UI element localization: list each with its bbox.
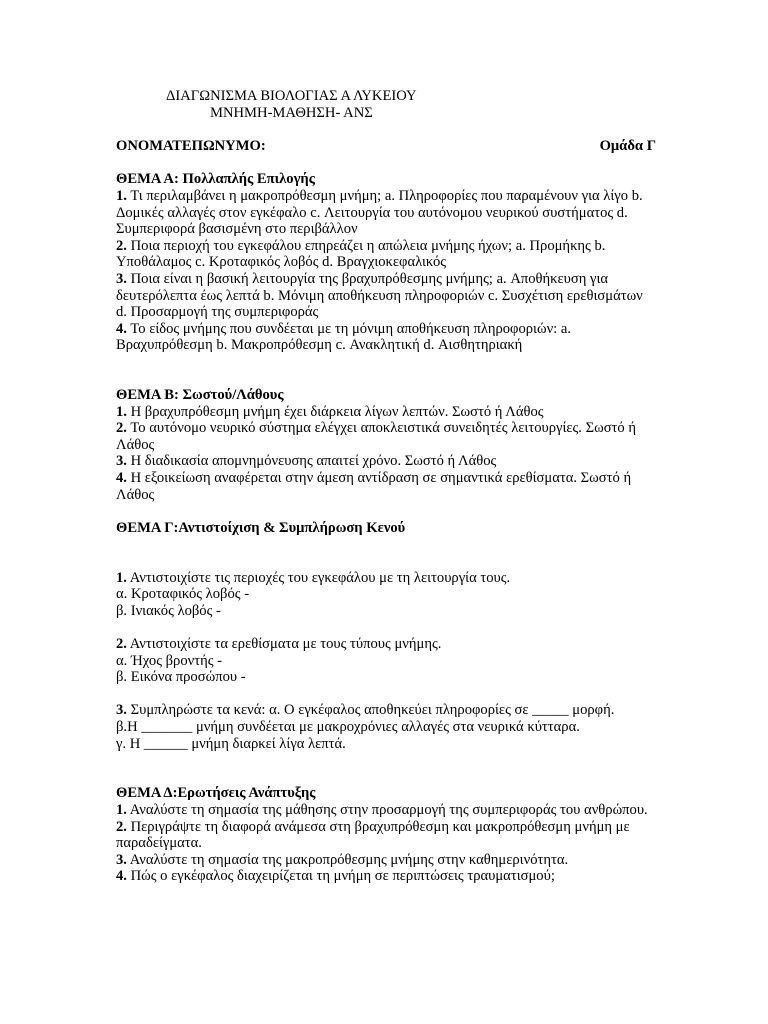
question-b4 bbox=[116, 470, 656, 503]
question-text: Η βραχυπρόθεσμη μνήμη έχει διάρκεια λίγων λεπτών. Σωστό ή Λάθος bbox=[126, 403, 544, 420]
question-text: Η διαδικασία απομνημόνευσης απαιτεί χρόνο. Σωστό ή Λάθος bbox=[126, 453, 497, 470]
question-d2 bbox=[116, 819, 656, 852]
question-text: Τι περιλαμβάνει η μακροπρόθεσμη μνήμη; a. Πληροφορίες που παραμένουν για λίγο b. Δομικές αλλαγές στον εγκέφαλο c. Λειτουργία του αυτόνομου νευρικού συστήματος d. Συμπεριφορά βασισμένη στο περιβάλλον bbox=[116, 187, 643, 238]
question-b3 bbox=[116, 453, 656, 470]
question-text: Αντιστοιχίστε τα ερεθίσματα με τους τύπους μνήμης. bbox=[126, 636, 442, 652]
section-a-title: ΘΕΜΑ Α: Πολλαπλής Επιλογής bbox=[116, 171, 315, 188]
question-number: 2. bbox=[116, 237, 127, 254]
question-text: Ποια είναι η βασική λειτουργία της βραχυπρόθεσμης μνήμης; a. Αποθήκευση για δευτερόλεπτα έως λεπτά b. Μόνιμη αποθήκευση πληροφοριών c. Συσχέτιση ερεθισμάτων d. Προσαρμογή της συμπεριφοράς bbox=[116, 270, 643, 321]
match-item: α. Ήχος βροντής - bbox=[116, 652, 223, 669]
question-d4 bbox=[116, 868, 656, 885]
question-number: 3. bbox=[116, 851, 127, 868]
question-c3 bbox=[116, 702, 656, 719]
question-a3 bbox=[116, 271, 656, 321]
question-number: 2. bbox=[116, 636, 127, 652]
exam-title: ΔΙΑΓΩΝΙΣΜΑ ΒΙΟΛΟΓΙΑΣ Α ΛΥΚΕΙΟΥ bbox=[166, 88, 417, 104]
name-label: ΟΝΟΜΑΤΕΠΩΝΥΜΟ: bbox=[116, 138, 266, 155]
question-text: Το αυτόνομο νευρικό σύστημα ελέγχει αποκλειστικά συνειδητές λειτουργίες. Σωστό ή Λάθος bbox=[116, 420, 637, 453]
question-number: 3. bbox=[116, 270, 127, 287]
group-label: Ομάδα Γ bbox=[599, 138, 656, 155]
match-item: β. Εικόνα προσώπου - bbox=[116, 669, 246, 686]
fill-blank-item: γ. Η ______ μνήμη διαρκεί λίγα λεπτά. bbox=[116, 735, 346, 752]
question-c2 bbox=[116, 636, 656, 653]
question-number: 2. bbox=[116, 818, 127, 835]
question-a4 bbox=[116, 321, 656, 354]
exam-document bbox=[116, 88, 656, 885]
question-text: Ποια περιοχή του εγκεφάλου επηρεάζει η απώλεια μνήμης ήχων; a. Προμήκης b. Υποθάλαμος c. Κροταφικός λοβός d. Βραγχιοκεφαλικός bbox=[116, 237, 606, 271]
question-text: Το είδος μνήμης που συνδέεται με τη μόνιμη αποθήκευση πληροφοριών: a. Βραχυπρόθεσμη b. Μακροπρόθεσμη c. Ανακλητική d. Αισθητηριακή bbox=[116, 320, 572, 354]
section-d-title: ΘΕΜΑ Δ:Ερωτήσεις Ανάπτυξης bbox=[116, 785, 316, 802]
exam-subtitle: ΜΝΗΜΗ-ΜΑΘΗΣΗ- ΑΝΣ bbox=[210, 104, 373, 121]
question-number: 3. bbox=[116, 453, 127, 470]
question-b2 bbox=[116, 420, 656, 453]
question-number: 2. bbox=[116, 420, 127, 437]
question-number: 4. bbox=[116, 868, 127, 885]
question-text: Πώς ο εγκέφαλος διαχειρίζεται τη μνήμη σε περιπτώσεις τραυματισμού; bbox=[126, 868, 555, 885]
question-number: 4. bbox=[116, 470, 127, 487]
match-item: β. Ινιακός λοβός - bbox=[116, 602, 221, 619]
question-b1 bbox=[116, 404, 656, 421]
question-a2 bbox=[116, 238, 656, 271]
question-text: Αναλύστε τη σημασία της μακροπρόθεσμης μνήμης στην καθημερινότητα. bbox=[126, 851, 569, 868]
question-number: 3. bbox=[116, 702, 127, 719]
question-a1 bbox=[116, 188, 656, 238]
question-number: 1. bbox=[116, 569, 127, 586]
question-c1 bbox=[116, 570, 656, 587]
section-b-title: ΘΕΜΑ Β: Σωστού/Λάθους bbox=[116, 387, 284, 404]
match-item: α. Κροταφικός λοβός - bbox=[116, 586, 250, 603]
question-d3 bbox=[116, 852, 656, 869]
question-text: Αντιστοιχίστε τις περιοχές του εγκεφάλου με τη λειτουργία τους. bbox=[126, 569, 511, 586]
question-d1 bbox=[116, 802, 656, 819]
question-number: 4. bbox=[116, 320, 127, 337]
question-number: 1. bbox=[116, 187, 127, 204]
question-number: 1. bbox=[116, 403, 127, 420]
question-text: Αναλύστε τη σημασία της μάθησης στην προσαρμογή της συμπεριφοράς του ανθρώπου. bbox=[126, 801, 648, 818]
fill-blank-item: β.Η _______ μνήμη συνδέεται με μακροχρόνιες αλλαγές στα νευρικά κύτταρα. bbox=[116, 718, 580, 735]
question-text: Η εξοικείωση αναφέρεται στην άμεση αντίδραση σε σημαντικά ερεθίσματα. Σωστό ή Λάθος bbox=[116, 470, 632, 503]
question-number: 1. bbox=[116, 801, 127, 818]
section-c-title: ΘΕΜΑ Γ:Αντιστοίχιση & Συμπλήρωση Κενού bbox=[116, 519, 406, 536]
name-row bbox=[116, 138, 656, 155]
question-text: Περιγράψτε τη διαφορά ανάμεσα στη βραχυπρόθεσμη και μακροπρόθεσμη μνήμη με παραδείγματα. bbox=[116, 818, 630, 852]
question-text: Συμπληρώστε τα κενά: α. Ο εγκέφαλος αποθηκεύει πληροφορίες σε _____ μορφή. bbox=[126, 702, 615, 719]
